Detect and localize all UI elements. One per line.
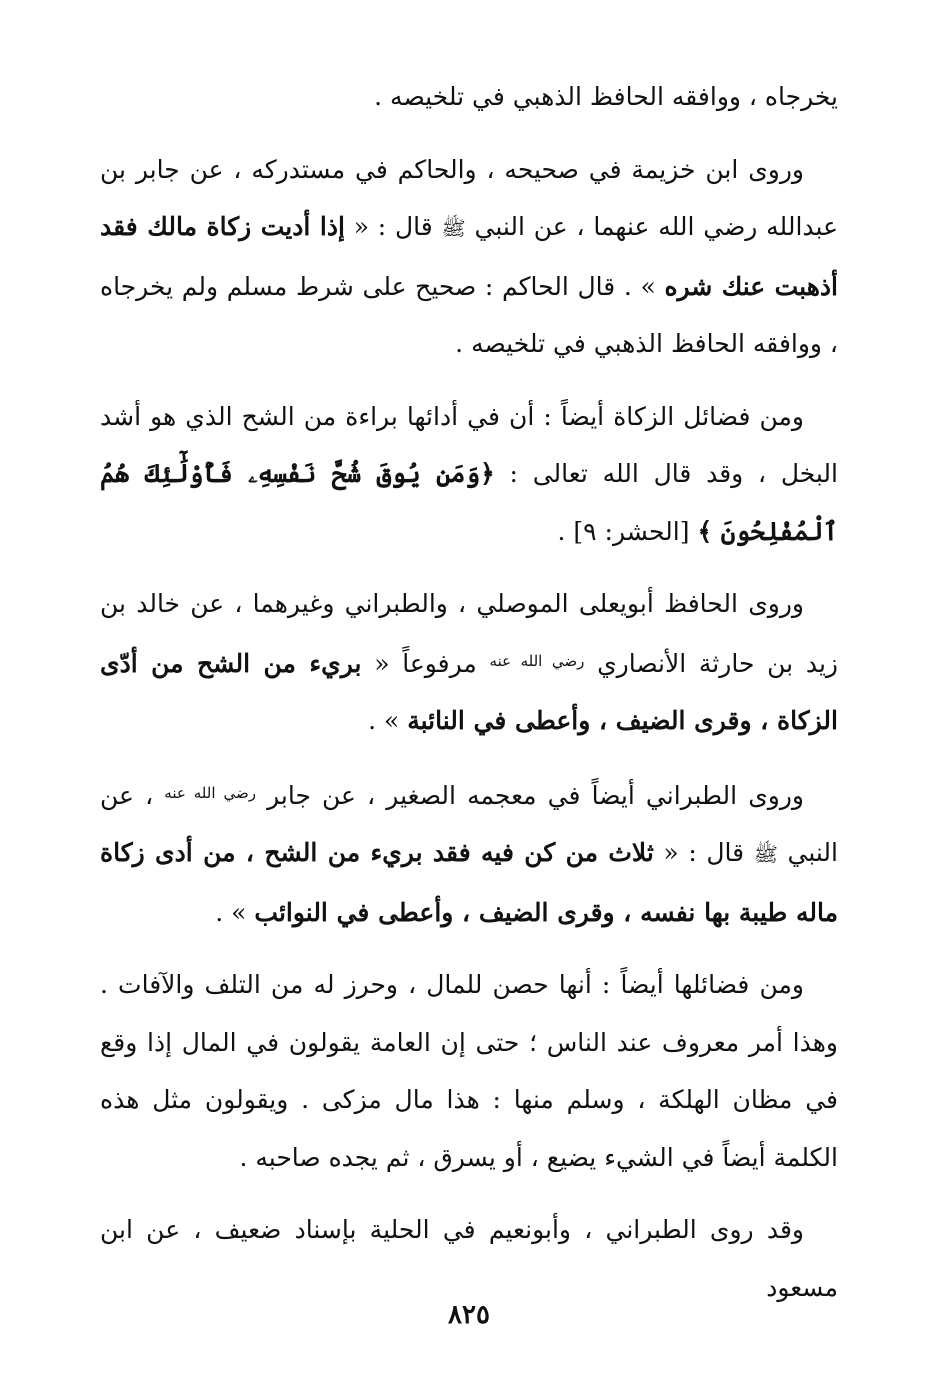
text-segment: يخرجاه ، ووافقه الحافظ الذهبي في تلخيصه . [374,82,838,111]
text-segment: وروى الحافظ أبويعلى الموصلي ، والطبراني وغيرهما ، عن خالد بن زيد بن حارثة الأنصاري [100,589,838,678]
paragraph [100,68,838,126]
text-segment: ومن فضائل الزكاة أيضاً : أن في أدائها براءة من الشح الذي هو أشد البخل ، وقد قال الله تعالى : [100,401,838,488]
paragraph [100,388,838,561]
text-segment: مرفوعاً « [361,648,490,678]
honorific-ligature: رضي الله عنه [489,651,585,670]
quran-verse: ﴿وَمَن يُوقَ شُحَّ نَفْسِهِۦ فَأُوْلَٰٓئِكَ هُمُ ٱلْمُفْلِحُونَ ﴾ [100,459,838,546]
paragraph [100,956,838,1186]
text-segment: قال : « [653,838,754,867]
text-segment: وروى الطبراني أيضاً في معجمه الصغير ، عن جابر [255,780,804,810]
paragraph [100,575,838,750]
page-number: ٨٢٥ [448,1300,490,1330]
page-body [100,68,838,1331]
paragraph [100,141,838,373]
paragraph [100,1201,838,1316]
text-segment: » . قال الحاكم : صحيح على شرط مسلم ولم يخرجاه ، ووافقه الحافظ الذهبي في تلخيصه . [100,271,838,358]
pbuh-ligature: ﷺ [753,842,778,866]
hadith-text: بريء من الشح من أدّى الزكاة ، وقرى الضيف ، وأعطى في النائبة [100,648,838,735]
text-segment: وقد روى الطبراني ، وأبونعيم في الحلية بإسناد ضعيف ، عن ابن مسعود [100,1215,838,1302]
hadith-text: إذا أديت زكاة مالك فقد أذهبت عنك شره [100,212,838,301]
text-segment: » . [215,897,255,927]
text-segment: قال : « [344,212,442,241]
text-segment: » . [368,706,408,735]
hadith-text: ثلاث من كن فيه فقد بريء من الشح ، من أدى زكاة ماله طيبة بها نفسه ، وقرى الضيف ، وأعطى في النوائب [100,838,838,927]
text-segment: ومن فضائلها أيضاً : أنها حصن للمال ، وحرز له من التلف والآفات . وهذا أمر معروف عند الناس ؛ حتى إن العامة يقولون في المال إذا وقع في مظان الهلكة ، وسلم منها : هذا مال مزكى . ويقولون مثل هذه الكلمة أيضاً في الشيء يضيع ، أو يسرق ، ثم يجده صاحبه . [100,970,838,1172]
pbuh-ligature: ﷺ [441,216,466,240]
honorific-ligature: رضي الله عنه [164,783,256,802]
paragraph [100,765,838,942]
text-segment: [الحشر: ٩] . [557,516,698,546]
text-segment: ، عن النبي [100,780,838,867]
text-segment: وروى ابن خزيمة في صحيحه ، والحاكم في مستدركه ، عن جابر بن عبدالله رضي الله عنهما ، عن النبي [100,154,838,241]
